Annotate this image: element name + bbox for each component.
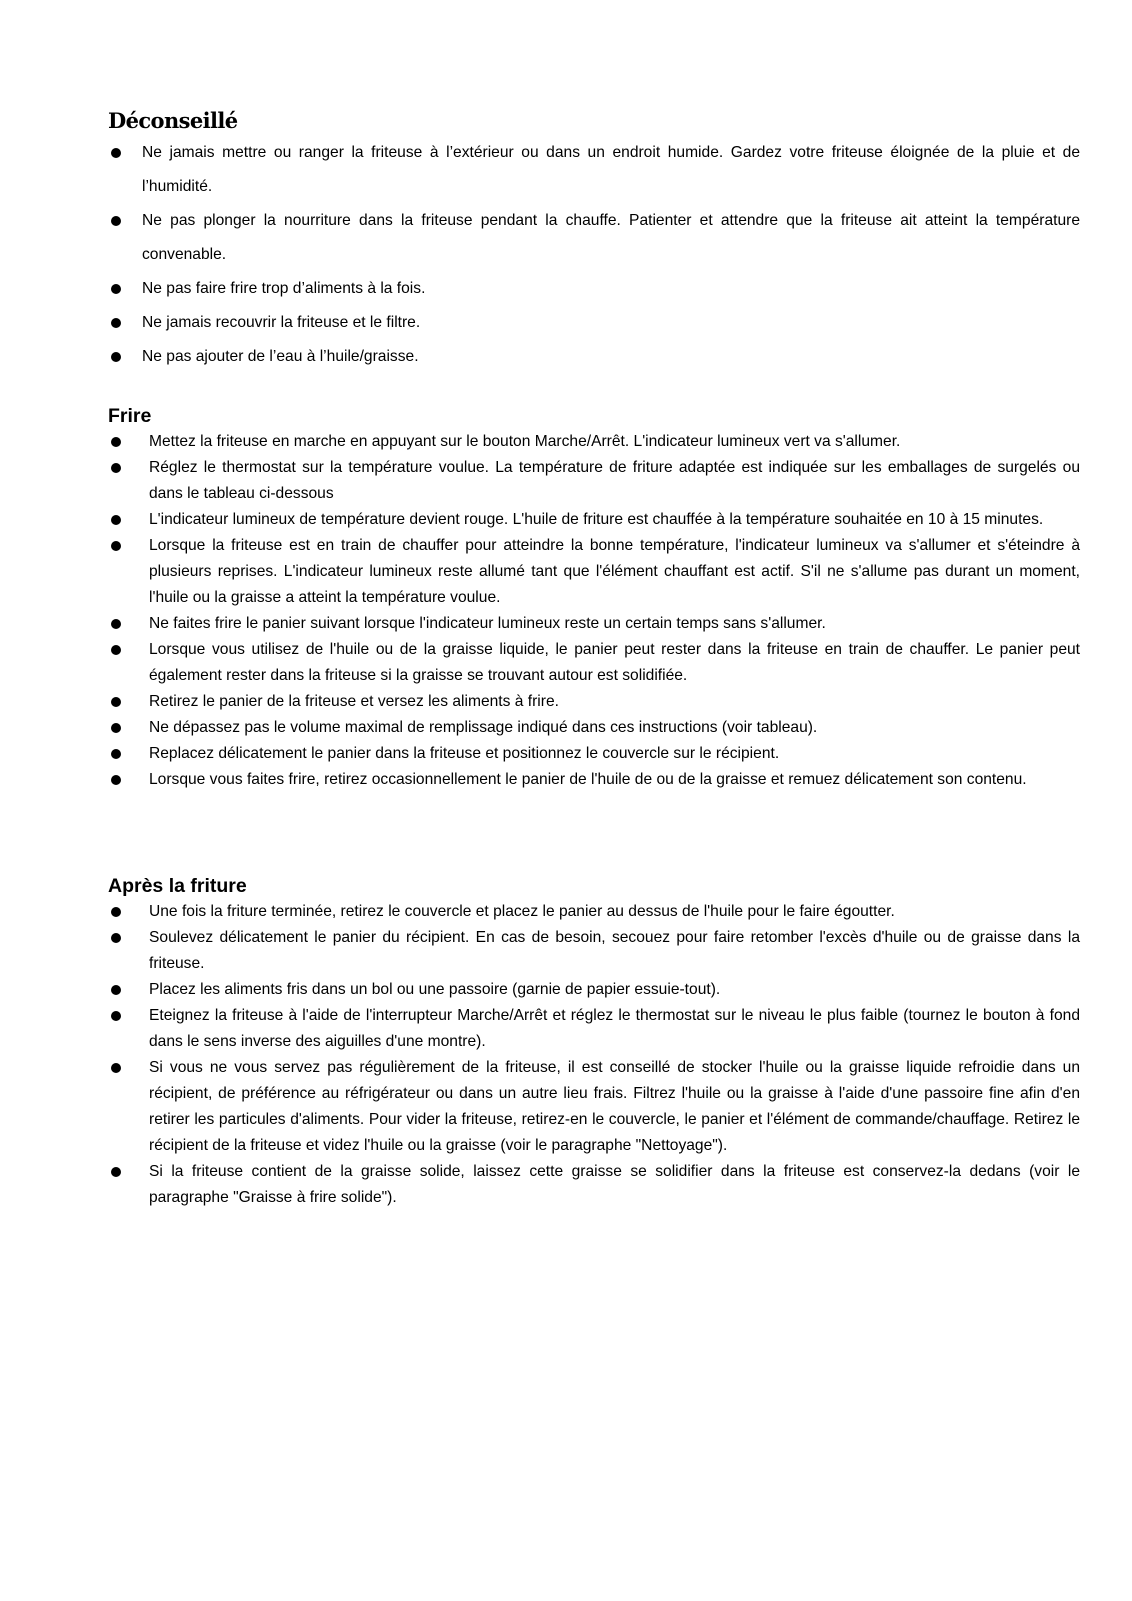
- bullet-icon: [111, 148, 121, 158]
- list-item: [108, 1159, 1080, 1211]
- bullet-icon: [111, 216, 121, 226]
- list-item-text: Si vous ne vous servez pas régulièrement de la friteuse, il est conseillé de stocker l'huile ou la graisse liquide refroidie dans un récipient, de préférence au réfrigérateur ou dans un autre lieu frais. Filtrez l'huile ou la graisse à l'aide d'une passoire fine afin d'en retirer les particules d'aliments. Pour vider la friteuse, retirez-en le couvercle, le panier et l'élément de commande/chauffage. Retirez le récipient de la friteuse et videz l'huile ou la graisse (voir le paragraphe "Nettoyage").: [149, 1059, 1080, 1154]
- list-item: [108, 306, 1080, 340]
- bullet-icon: [111, 1063, 121, 1073]
- bullet-icon: [111, 284, 121, 294]
- list-item-text: Mettez la friteuse en marche en appuyant sur le bouton Marche/Arrêt. L'indicateur lumineux vert va s'allumer.: [149, 433, 901, 450]
- bullet-icon: [111, 515, 121, 525]
- list-item: [108, 715, 1080, 741]
- list-item: [108, 1055, 1080, 1159]
- list-item-text: Soulevez délicatement le panier du récipient. En cas de besoin, secouez pour faire retomber l'excès d'huile ou de graisse dans la friteuse.: [149, 929, 1080, 972]
- list-item-text: Placez les aliments fris dans un bol ou une passoire (garnie de papier essuie-tout).: [149, 981, 721, 998]
- list-item-text: Lorsque vous faites frire, retirez occasionnellement le panier de l'huile de ou de la graisse et remuez délicatement son contenu.: [149, 771, 1027, 788]
- list-item: [108, 533, 1080, 611]
- bullet-icon: [111, 985, 121, 995]
- bullet-icon: [111, 749, 121, 759]
- list-item-text: Ne dépassez pas le volume maximal de remplissage indiqué dans ces instructions (voir tableau).: [149, 719, 818, 736]
- list-item-text: Réglez le thermostat sur la température voulue. La température de friture adaptée est indiquée sur les emballages de surgelés ou dans le tableau ci-dessous: [149, 459, 1080, 502]
- list-item: [108, 637, 1080, 689]
- list-item-text: Ne jamais mettre ou ranger la friteuse à l’extérieur ou dans un endroit humide. Gardez votre friteuse éloignée de la pluie et de l’humidité.: [142, 144, 1080, 195]
- bullet-icon: [111, 723, 121, 733]
- list-item: [108, 611, 1080, 637]
- list-item: [108, 340, 1080, 374]
- bullet-icon: [111, 933, 121, 943]
- bullet-list: [108, 136, 1080, 374]
- list-item: [108, 507, 1080, 533]
- bullet-icon: [111, 1167, 121, 1177]
- section-apres-friture: [108, 873, 1080, 1211]
- bullet-list: [108, 429, 1080, 793]
- list-item: [108, 899, 1080, 925]
- list-item: [108, 136, 1080, 204]
- list-item: [108, 455, 1080, 507]
- list-item-text: Replacez délicatement le panier dans la friteuse et positionnez le couvercle sur le récipient.: [149, 745, 780, 762]
- list-item: [108, 977, 1080, 1003]
- list-item: [108, 1003, 1080, 1055]
- bullet-icon: [111, 463, 121, 473]
- bullet-list: [108, 899, 1080, 1211]
- list-item-text: Lorsque la friteuse est en train de chauffer pour atteindre la bonne température, l'indicateur lumineux va s'allumer et s'éteindre à plusieurs reprises. L'indicateur lumineux reste allumé tant que l'élément chauffant est actif. S'il ne s'allume pas durant un moment, l'huile ou la graisse a atteint la température voulue.: [149, 537, 1080, 606]
- bullet-icon: [111, 352, 121, 362]
- section-frire: [108, 403, 1080, 793]
- list-item: [108, 689, 1080, 715]
- list-item: [108, 429, 1080, 455]
- list-item-text: Retirez le panier de la friteuse et versez les aliments à frire.: [149, 693, 559, 710]
- section-heading: Déconseillé: [108, 108, 238, 133]
- bullet-icon: [111, 775, 121, 785]
- list-item-text: Ne faites frire le panier suivant lorsque l'indicateur lumineux reste un certain temps sans s'allumer.: [149, 615, 826, 632]
- bullet-icon: [111, 619, 121, 629]
- section-heading: Frire: [108, 405, 152, 427]
- list-item: [108, 741, 1080, 767]
- list-item-text: Ne pas ajouter de l’eau à l’huile/graisse.: [142, 348, 419, 365]
- bullet-icon: [111, 318, 121, 328]
- list-item: [108, 925, 1080, 977]
- list-item-text: Ne pas faire frire trop d’aliments à la fois.: [142, 280, 426, 297]
- section-heading: Après la friture: [108, 875, 247, 897]
- list-item-text: Si la friteuse contient de la graisse solide, laissez cette graisse se solidifier dans la friteuse est conservez-la dedans (voir le paragraphe "Graisse à frire solide").: [149, 1163, 1080, 1206]
- list-item-text: Ne jamais recouvrir la friteuse et le filtre.: [142, 314, 421, 331]
- list-item-text: Une fois la friture terminée, retirez le couvercle et placez le panier au dessus de l'huile pour le faire égoutter.: [149, 903, 895, 920]
- bullet-icon: [111, 697, 121, 707]
- bullet-icon: [111, 437, 121, 447]
- list-item-text: L'indicateur lumineux de température devient rouge. L'huile de friture est chauffée à la température souhaitée en 10 à 15 minutes.: [149, 511, 1044, 528]
- section-deconseille: [108, 106, 1080, 374]
- bullet-icon: [111, 541, 121, 551]
- list-item: [108, 204, 1080, 272]
- list-item: [108, 272, 1080, 306]
- list-item: [108, 767, 1080, 793]
- bullet-icon: [111, 907, 121, 917]
- list-item-text: Lorsque vous utilisez de l'huile ou de la graisse liquide, le panier peut rester dans la friteuse en train de chauffer. Le panier peut également rester dans la friteuse si la graisse se trouvant autour est solidifiée.: [149, 641, 1080, 684]
- list-item-text: Eteignez la friteuse à l'aide de l'interrupteur Marche/Arrêt et réglez le thermostat sur le niveau le plus faible (tournez le bouton à fond dans le sens inverse des aiguilles d'une montre).: [149, 1007, 1080, 1050]
- list-item-text: Ne pas plonger la nourriture dans la friteuse pendant la chauffe. Patienter et attendre que la friteuse ait atteint la température convenable.: [142, 212, 1080, 263]
- bullet-icon: [111, 1011, 121, 1021]
- bullet-icon: [111, 645, 121, 655]
